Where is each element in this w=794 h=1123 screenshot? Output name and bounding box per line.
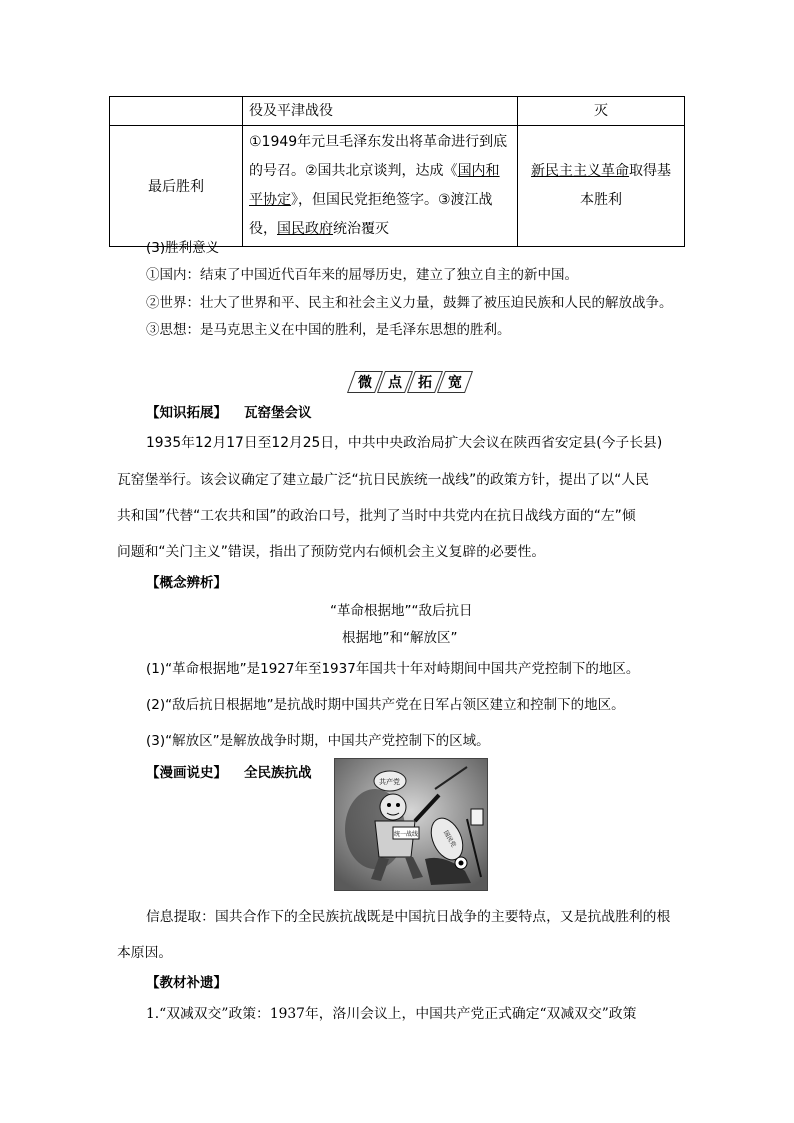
cartoon-text-kmt: 国民党 — [441, 829, 457, 849]
info-line: 本原因。 — [117, 945, 173, 961]
cartoon-illustration — [334, 758, 488, 891]
table-cell-events — [243, 126, 518, 247]
knowledge-line: 瓦窑堡举行。该会议确定了建立最广泛“抗日民族统一战线”的政策方针，提出了以“人民 — [117, 472, 649, 488]
concept-item: (2)“敌后抗日根据地”是抗战时期中国共产党在日军占领区建立和控制下的地区。 — [146, 697, 625, 713]
banner-char: 微 — [347, 371, 383, 393]
knowledge-line: 共和国”代替“工农共和国”的政治口号，批判了当时中共党内在抗日战线方面的“左”倾 — [117, 508, 636, 524]
event-text-underlined: 国民政府 — [277, 221, 333, 237]
significance-item: ③思想：是马克思主义在中国的胜利，是毛泽东思想的胜利。 — [146, 322, 511, 338]
table-cell — [110, 97, 243, 126]
concept-item: (1)“革命根据地”是1927年至1937年国共十年对峙期间中国共产党控制下的地区。 — [146, 661, 640, 677]
knowledge-label: 【知识拓展】 — [146, 405, 227, 421]
event-text: 》，但国民党拒绝签字。③渡江战役， — [249, 192, 493, 237]
table-cell: 役及平津战役 — [243, 97, 518, 126]
concept-title-line2: 根据地”和“解放区” — [342, 630, 458, 646]
supplement-line: 1.“双减双交”政策：1937年，洛川会议上，中国共产党正式确定“双减双交”政策 — [146, 1006, 637, 1022]
table-row — [110, 126, 685, 247]
cartoon-text-front: 统一战线 — [394, 831, 419, 838]
cartoon-label: 【漫画说史】 — [146, 765, 227, 781]
concept-label: 【概念辨析】 — [146, 575, 227, 591]
cartoon-text-party: 共产党 — [379, 778, 400, 786]
table-cell: 灭 — [518, 97, 685, 126]
cartoon-drawing — [335, 759, 487, 890]
victory-table — [109, 96, 685, 247]
banner-char: 拓 — [407, 371, 443, 393]
result-text-underlined: 新民主主义革命 — [531, 163, 629, 179]
info-line: 信息提取：国共合作下的全民族抗战既是中国抗日战争的主要特点，又是抗战胜利的根 — [146, 909, 671, 925]
table-row — [110, 97, 685, 126]
cartoon-title: 全民族抗战 — [244, 765, 312, 781]
event-text: ①1949年元旦毛泽东发出将革命进行到底的号召。②国共北京谈判，达成《 — [249, 134, 508, 179]
result-text: 取得基本胜利 — [580, 163, 671, 208]
significance-item: ②世界：壮大了世界和平、民主和社会主义力量，鼓舞了被压迫民族和人民的解放战争。 — [146, 295, 673, 311]
significance-item: ①国内：结束了中国近代百年来的屈辱历史，建立了独立自主的新中国。 — [146, 267, 578, 283]
event-text: 统治覆灭 — [333, 221, 389, 237]
concept-title-line1: “革命根据地”“敌后抗日 — [330, 603, 473, 619]
knowledge-line: 1935年12月17日至12月25日，中共中央政治局扩大会议在陕西省安定县(今子长县) — [146, 435, 663, 451]
supplement-label: 【教材补遗】 — [146, 975, 227, 991]
significance-heading: (3)胜利意义 — [146, 240, 220, 256]
banner-char: 点 — [377, 371, 413, 393]
section-banner — [351, 370, 471, 394]
table-cell-result — [518, 126, 685, 247]
knowledge-title: 瓦窑堡会议 — [244, 405, 312, 421]
event-text-underlined: 国内和平协定 — [249, 163, 500, 208]
concept-item: (3)“解放区”是解放战争时期，中国共产党控制下的区域。 — [146, 733, 490, 749]
knowledge-line: 问题和“关门主义”错误，指出了预防党内右倾机会主义复辟的必要性。 — [117, 544, 546, 560]
banner-char: 宽 — [437, 371, 473, 393]
table-cell-final-victory: 最后胜利 — [110, 126, 243, 247]
